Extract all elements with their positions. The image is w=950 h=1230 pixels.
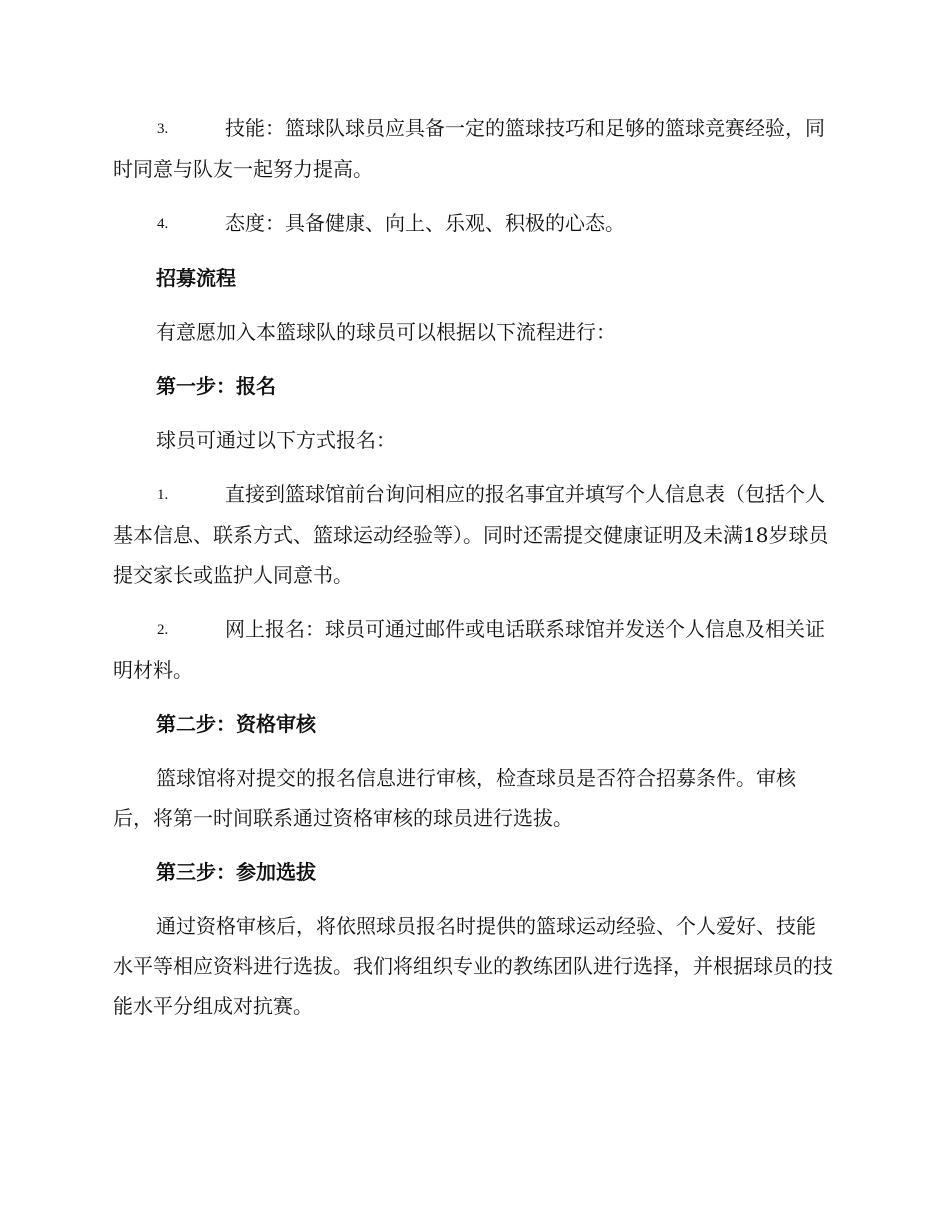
step1-heading: 第一步：报名 [156, 374, 276, 398]
list-item-skill [113, 108, 833, 189]
section-heading-recruitment-process: 招募流程 [156, 266, 236, 290]
list-number: 1. [157, 487, 169, 503]
step2-heading: 第二步：资格审核 [156, 712, 316, 736]
list-number: 3. [157, 121, 169, 137]
list-text: 技能：篮球队球员应具备一定的篮球技巧和足够的篮球竞赛经验，同时同意与队友一起努力提高。 [113, 116, 825, 181]
list-text: 网上报名：球员可通过邮件或电话联系球馆并发送个人信息及相关证明材料。 [113, 617, 825, 682]
step3-heading: 第三步：参加选拔 [156, 860, 316, 884]
intro-paragraph: 有意愿加入本篮球队的球员可以根据以下流程进行： [156, 320, 616, 344]
list-item-attitude [113, 203, 833, 244]
list-number: 2. [157, 622, 169, 638]
step3-paragraph: 通过资格审核后，将依照球员报名时提供的篮球运动经验、个人爱好、技能水平等相应资料进行选拔。我们将组织专业的教练团队进行选择，并根据球员的技能水平分组成对抗赛。 [113, 914, 833, 1018]
list-number: 4. [157, 216, 169, 232]
step2-paragraph: 篮球馆将对提交的报名信息进行审核，检查球员是否符合招募条件。审核后，将第一时间联系通过资格审核的球员进行选拔。 [113, 766, 796, 830]
list-text: 直接到篮球馆前台询问相应的报名事宜并填写个人信息表（包括个人基本信息、联系方式、篮球运动经验等）。同时还需提交健康证明及未满18岁球员提交家长或监护人同意书。 [113, 482, 829, 587]
list-text: 态度：具备健康、向上、乐观、积极的心态。 [225, 211, 625, 235]
list-item-onsite-signup [113, 474, 833, 595]
list-item-online-signup [113, 609, 833, 690]
document-body [113, 108, 833, 1040]
step1-lead: 球员可通过以下方式报名： [156, 428, 396, 452]
